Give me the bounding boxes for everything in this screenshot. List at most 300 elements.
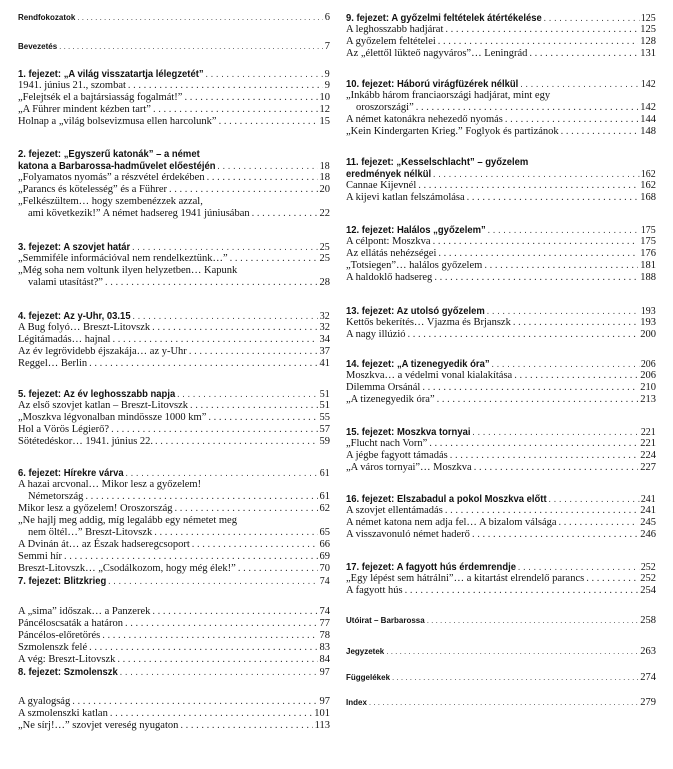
page-number: 193 bbox=[640, 317, 656, 328]
section-heading bbox=[346, 697, 656, 709]
toc-entry bbox=[346, 438, 656, 450]
toc-entry bbox=[346, 192, 656, 204]
chapter-heading bbox=[18, 666, 330, 678]
page-number: 258 bbox=[640, 615, 656, 626]
toc-entry bbox=[18, 503, 330, 515]
entry-title: A visszavonuló német haderő bbox=[346, 529, 470, 540]
dot-leader bbox=[120, 666, 318, 678]
entry-title: 11. fejezet: „Kesselschlacht” – győzelem bbox=[346, 156, 529, 168]
entry-title: „Ne hajlj meg addig, míg legalább egy németet meg bbox=[18, 515, 237, 526]
entry-title: „Totsiegen”… halálos győzelem bbox=[346, 260, 483, 271]
entry-title: A szmolenszki katlan bbox=[18, 708, 108, 719]
chapter-heading bbox=[18, 467, 330, 479]
toc-entry bbox=[346, 370, 656, 382]
page-number: 188 bbox=[640, 272, 656, 283]
entry-title: „Semmiféle információval nem rendelkeztünk…” bbox=[18, 253, 228, 264]
page-number: 252 bbox=[640, 561, 656, 573]
toc-entry bbox=[18, 618, 330, 630]
page-number: 206 bbox=[640, 358, 656, 370]
toc-entry bbox=[18, 606, 330, 618]
chapter-heading bbox=[346, 78, 656, 90]
page-number: 59 bbox=[319, 436, 330, 447]
page-number: 18 bbox=[319, 172, 330, 183]
page-number: 15 bbox=[319, 116, 330, 127]
entry-title: A leghosszabb hadjárat bbox=[346, 24, 444, 35]
entry-title: A német katonákra nehezedő nyomás bbox=[346, 114, 503, 125]
entry-title: 4. fejezet: Az y-Uhr, 03.15 bbox=[18, 310, 131, 322]
entry-title: Az év legrövidebb éjszakája… az y-Uhr bbox=[18, 346, 187, 357]
page-number: 32 bbox=[319, 310, 330, 322]
toc-entry bbox=[18, 208, 330, 220]
entry-title: „Flucht nach Vorn” bbox=[346, 438, 428, 449]
page-number: 279 bbox=[640, 697, 656, 708]
toc-entry bbox=[346, 462, 656, 474]
dot-leader bbox=[467, 192, 639, 204]
page-number: 18 bbox=[319, 160, 330, 172]
entry-title: katona a Barbarossa-hadművelet előestéjén bbox=[18, 160, 216, 172]
dot-leader bbox=[108, 575, 318, 587]
chapter-heading bbox=[346, 224, 656, 236]
entry-title: 3. fejezet: A szovjet határ bbox=[18, 241, 131, 253]
chapter-heading bbox=[18, 160, 330, 172]
entry-title: „Parancs és kötelesség” és a Führer bbox=[18, 184, 167, 195]
dot-leader bbox=[472, 529, 638, 541]
toc-entry bbox=[346, 317, 656, 329]
dot-leader bbox=[125, 467, 318, 479]
dot-leader bbox=[422, 382, 638, 394]
toc-entry bbox=[18, 491, 330, 503]
dot-leader bbox=[418, 180, 638, 192]
page-number: 144 bbox=[640, 114, 656, 125]
dot-leader bbox=[85, 491, 317, 503]
page-number: 274 bbox=[640, 672, 656, 683]
toc-entry bbox=[346, 517, 656, 529]
dot-leader bbox=[505, 114, 638, 126]
entry-title: 2. fejezet: „Egyszerű katonák” – a német bbox=[18, 148, 200, 160]
dot-leader bbox=[544, 12, 639, 24]
page-number: 97 bbox=[319, 666, 330, 678]
dot-leader bbox=[433, 236, 639, 248]
entry-title: 12. fejezet: Halálos „győzelem” bbox=[346, 224, 486, 236]
entry-title: Németország bbox=[28, 491, 84, 502]
page-number: 245 bbox=[640, 517, 656, 528]
dot-leader bbox=[128, 80, 323, 92]
entry-title: „Kein Kindergarten Krieg.” Foglyok és partizánok bbox=[346, 126, 559, 137]
entry-title: Cannae Kijevnél bbox=[346, 180, 417, 191]
dot-leader bbox=[112, 334, 317, 346]
page-number: 61 bbox=[319, 491, 330, 502]
toc-entry bbox=[346, 272, 656, 284]
toc-entry bbox=[18, 479, 330, 491]
dot-leader bbox=[472, 426, 639, 438]
toc-entry bbox=[346, 114, 656, 126]
page-number: 162 bbox=[640, 168, 656, 180]
dot-leader bbox=[89, 642, 317, 654]
toc-entry bbox=[18, 334, 330, 346]
page-number: 131 bbox=[640, 48, 656, 59]
entry-title: 17. fejezet: A fagyott hús érdemrendje bbox=[346, 561, 516, 573]
entry-title: A fagyott hús bbox=[346, 585, 403, 596]
entry-title: A győzelem feltételei bbox=[346, 36, 436, 47]
page-number: 9 bbox=[324, 68, 330, 80]
dot-leader bbox=[207, 172, 318, 184]
entry-title: Semmi hír bbox=[18, 551, 63, 562]
toc-entry bbox=[346, 585, 656, 597]
dot-leader bbox=[205, 68, 323, 80]
page-number: 74 bbox=[319, 575, 330, 587]
page-number: 210 bbox=[640, 382, 656, 393]
toc-entry bbox=[346, 126, 656, 138]
dot-leader bbox=[434, 272, 638, 284]
entry-title: „Felejtsék el a bajtársiasság fogalmát!” bbox=[18, 92, 183, 103]
chapter-heading bbox=[346, 168, 656, 180]
page-number: 41 bbox=[319, 358, 330, 369]
toc-entry bbox=[346, 505, 656, 517]
toc-entry bbox=[18, 630, 330, 642]
dot-leader bbox=[487, 305, 639, 317]
page-number: 10 bbox=[319, 92, 330, 103]
dot-leader bbox=[513, 317, 638, 329]
page-number: 77 bbox=[319, 618, 330, 629]
page-number: 200 bbox=[640, 329, 656, 340]
toc-entry bbox=[18, 527, 330, 539]
page-number: 20 bbox=[319, 184, 330, 195]
entry-title: Rendfokozatok bbox=[18, 13, 76, 22]
page-number: 25 bbox=[319, 253, 330, 264]
entry-title: „Inkább három franciaországi hadjárat, mint egy bbox=[346, 90, 551, 101]
chapter-heading bbox=[346, 156, 656, 168]
dot-leader bbox=[208, 412, 317, 424]
dot-leader bbox=[175, 503, 318, 515]
toc-entry bbox=[18, 515, 330, 527]
dot-leader bbox=[369, 697, 638, 709]
entry-title: Kettős bekerítés… Vjazma és Brjanszk bbox=[346, 317, 511, 328]
entry-title: „A város tornyai”… Moszkva bbox=[346, 462, 472, 473]
entry-title: Páncélos-előretörés bbox=[18, 630, 101, 641]
page-number: 246 bbox=[640, 529, 656, 540]
entry-title: 16. fejezet: Elszabadul a pokol Moszkva előtt bbox=[346, 493, 547, 505]
dot-leader bbox=[117, 654, 317, 666]
page-number: 128 bbox=[640, 36, 656, 47]
page-number: 176 bbox=[640, 248, 656, 259]
entry-title: Reggel… Berlin bbox=[18, 358, 88, 369]
entry-title: A német katona nem adja fel… A bizalom válsága bbox=[346, 517, 557, 528]
dot-leader bbox=[125, 618, 318, 630]
entry-title: Moszkva… a védelmi vonal kialakítása bbox=[346, 370, 513, 381]
page-number: 57 bbox=[319, 424, 330, 435]
chapter-heading bbox=[18, 241, 330, 253]
dot-leader bbox=[64, 551, 317, 563]
toc-entry bbox=[18, 654, 330, 666]
entry-title: 15. fejezet: Moszkva tornyai bbox=[346, 426, 471, 438]
dot-leader bbox=[77, 12, 322, 24]
dot-leader bbox=[59, 41, 323, 53]
entry-title: Az első szovjet katlan – Breszt-Litovszk bbox=[18, 400, 188, 411]
entry-title: A célpont: Moszkva bbox=[346, 236, 431, 247]
page-number: 213 bbox=[640, 394, 656, 405]
entry-title: 14. fejezet: „A tizenegyedik óra” bbox=[346, 358, 490, 370]
entry-title: oroszországi” bbox=[356, 102, 414, 113]
entry-title: A „sima” időszak… a Panzerek bbox=[18, 606, 151, 617]
entry-title: nem öltél…” Breszt-Litovszk bbox=[28, 527, 153, 538]
toc-entry bbox=[18, 696, 330, 708]
entry-title: 9. fejezet: A győzelmi feltételek átértékelése bbox=[346, 12, 542, 24]
entry-title: A gyalogság bbox=[18, 696, 71, 707]
dot-leader bbox=[102, 630, 317, 642]
chapter-heading bbox=[18, 148, 330, 160]
dot-leader bbox=[189, 346, 318, 358]
entry-title: „A Führer mindent kézben tart” bbox=[18, 104, 151, 115]
dot-leader bbox=[169, 184, 318, 196]
toc-entry bbox=[18, 322, 330, 334]
page-number: 66 bbox=[319, 539, 330, 550]
dot-leader bbox=[152, 606, 317, 618]
dot-leader bbox=[190, 400, 318, 412]
entry-title: 6. fejezet: Hírekre várva bbox=[18, 467, 124, 479]
entry-title: A jégbe fagyott támadás bbox=[346, 450, 448, 461]
toc-entry bbox=[346, 248, 656, 260]
toc-entry bbox=[18, 400, 330, 412]
page-number: 83 bbox=[319, 642, 330, 653]
entry-title: A Dvinán át… az Észak hadseregcsoport bbox=[18, 539, 190, 550]
dot-leader bbox=[548, 493, 639, 505]
entry-title: Szmolenszk felé bbox=[18, 642, 88, 653]
entry-title: A haldoklő hadsereg bbox=[346, 272, 433, 283]
entry-title: Dilemma Orsánál bbox=[346, 382, 421, 393]
toc-entry bbox=[18, 412, 330, 424]
chapter-heading bbox=[346, 561, 656, 573]
page-number: 34 bbox=[319, 334, 330, 345]
dot-leader bbox=[445, 24, 638, 36]
page-number: 252 bbox=[640, 573, 656, 584]
toc-entry bbox=[18, 539, 330, 551]
page-number: 22 bbox=[319, 208, 330, 219]
toc-entry bbox=[346, 24, 656, 36]
page-number: 62 bbox=[319, 503, 330, 514]
toc-entry bbox=[18, 346, 330, 358]
dot-leader bbox=[192, 539, 318, 551]
entry-title: 5. fejezet: Az év leghosszabb napja bbox=[18, 388, 176, 400]
page-number: 65 bbox=[319, 527, 330, 538]
toc-entry bbox=[18, 80, 330, 92]
page-number: 142 bbox=[640, 102, 656, 113]
entry-title: Index bbox=[346, 698, 367, 707]
page-number: 254 bbox=[640, 585, 656, 596]
toc-entry bbox=[18, 708, 330, 720]
chapter-heading bbox=[346, 493, 656, 505]
dot-leader bbox=[408, 329, 639, 341]
page-number: 61 bbox=[319, 467, 330, 479]
entry-title: „A tizenegyedik óra” bbox=[346, 394, 435, 405]
page-number: 181 bbox=[640, 260, 656, 271]
page-number: 168 bbox=[640, 192, 656, 203]
dot-leader bbox=[429, 438, 638, 450]
dot-leader bbox=[392, 672, 638, 684]
page-number: 9 bbox=[324, 80, 330, 91]
entry-title: Bevezetés bbox=[18, 42, 58, 51]
toc-entry bbox=[346, 102, 656, 114]
dot-leader bbox=[438, 36, 638, 48]
toc-entry bbox=[18, 720, 330, 732]
entry-title: 8. fejezet: Szmolenszk bbox=[18, 666, 118, 678]
section-heading bbox=[346, 646, 656, 658]
toc-entry bbox=[18, 92, 330, 104]
dot-leader bbox=[529, 48, 638, 60]
dot-leader bbox=[405, 585, 639, 597]
page-number: 175 bbox=[640, 224, 656, 236]
page-number: 142 bbox=[640, 78, 656, 90]
chapter-heading bbox=[18, 388, 330, 400]
entry-title: A hazai arcvonal… Mikor lesz a győzelem! bbox=[18, 479, 202, 490]
dot-leader bbox=[445, 505, 638, 517]
page-number: 32 bbox=[319, 322, 330, 333]
toc-entry bbox=[18, 563, 330, 575]
dot-leader bbox=[152, 322, 317, 334]
toc-entry bbox=[18, 277, 330, 289]
page-number: 69 bbox=[319, 551, 330, 562]
entry-title: 10. fejezet: Háború virágfüzérek nélkül bbox=[346, 78, 519, 90]
chapter-heading bbox=[346, 358, 656, 370]
toc-entry bbox=[346, 394, 656, 406]
section-heading bbox=[346, 672, 656, 684]
chapter-heading bbox=[346, 305, 656, 317]
entry-title: Függelékek bbox=[346, 673, 391, 682]
page-number: 78 bbox=[319, 630, 330, 641]
chapter-heading bbox=[18, 575, 330, 587]
toc-entry bbox=[346, 260, 656, 272]
page-number: 125 bbox=[640, 12, 656, 24]
dot-leader bbox=[105, 277, 318, 289]
page-number: 263 bbox=[640, 646, 656, 657]
entry-title: Az „élettől lükteő nagyváros”… Leningrád bbox=[346, 48, 528, 59]
entry-title: A szovjet ellentámadás bbox=[346, 505, 443, 516]
entry-title: Hol a Vörös Légierő? bbox=[18, 424, 110, 435]
entry-title: „Ne sírj!…” szovjet vereség nyugaton bbox=[18, 720, 179, 731]
page-number: 70 bbox=[319, 563, 330, 574]
entry-title: Páncéloscsaták a határon bbox=[18, 618, 123, 629]
page-number: 7 bbox=[324, 41, 330, 52]
toc-entry bbox=[346, 450, 656, 462]
toc-entry bbox=[18, 172, 330, 184]
entry-title: Sötétedéskor… 1941. június 22. bbox=[18, 436, 154, 447]
dot-leader bbox=[219, 116, 318, 128]
toc-entry bbox=[18, 104, 330, 116]
toc-entry bbox=[346, 236, 656, 248]
page-number: 12 bbox=[319, 104, 330, 115]
entry-title: A vég: Breszt-Litovszk bbox=[18, 654, 116, 665]
chapter-heading bbox=[346, 426, 656, 438]
entry-title: 7. fejezet: Blitzkrieg bbox=[18, 575, 107, 587]
dot-leader bbox=[252, 208, 318, 220]
dot-leader bbox=[238, 563, 318, 575]
toc-entry bbox=[346, 382, 656, 394]
entry-title: Jegyzetek bbox=[346, 647, 385, 656]
page-number: 241 bbox=[640, 505, 656, 516]
dot-leader bbox=[132, 310, 318, 322]
toc-entry bbox=[18, 424, 330, 436]
toc-entry bbox=[18, 358, 330, 370]
dot-leader bbox=[180, 720, 312, 732]
page-number: 162 bbox=[640, 180, 656, 191]
dot-leader bbox=[559, 517, 639, 529]
section-heading bbox=[18, 12, 330, 24]
dot-leader bbox=[438, 248, 638, 260]
chapter-heading bbox=[346, 12, 656, 24]
page-number: 55 bbox=[319, 412, 330, 423]
toc-entry bbox=[18, 184, 330, 196]
page-number: 37 bbox=[319, 346, 330, 357]
page-number: 148 bbox=[640, 126, 656, 137]
entry-title: eredmények nélkül bbox=[346, 168, 432, 180]
dot-leader bbox=[230, 253, 318, 265]
toc-entry bbox=[346, 180, 656, 192]
entry-title: Az ellátás nehézségei bbox=[346, 248, 437, 259]
page-number: 25 bbox=[319, 241, 330, 253]
dot-leader bbox=[561, 126, 639, 138]
toc-entry bbox=[346, 529, 656, 541]
toc-entry bbox=[346, 36, 656, 48]
entry-title: 13. fejezet: Az utolsó győzelem bbox=[346, 305, 485, 317]
page-number: 224 bbox=[640, 450, 656, 461]
dot-leader bbox=[110, 708, 312, 720]
dot-leader bbox=[474, 462, 639, 474]
entry-title: Mikor lesz a győzelem! Oroszország bbox=[18, 503, 173, 514]
entry-title: A kijevi katlan felszámolása bbox=[346, 192, 465, 203]
dot-leader bbox=[177, 388, 318, 400]
entry-title: A Bug folyó… Breszt-Litovszk bbox=[18, 322, 151, 333]
page-number: 74 bbox=[319, 606, 330, 617]
dot-leader bbox=[153, 104, 318, 116]
entry-title: „Felkészültem… hogy szembenézzek azzal, bbox=[18, 196, 203, 207]
page-number: 175 bbox=[640, 236, 656, 247]
page-number: 193 bbox=[640, 305, 656, 317]
toc-entry bbox=[18, 436, 330, 448]
dot-leader bbox=[450, 450, 638, 462]
dot-leader bbox=[416, 102, 639, 114]
toc-entry bbox=[18, 265, 330, 277]
dot-leader bbox=[514, 370, 638, 382]
page-number: 125 bbox=[640, 24, 656, 35]
entry-title: „Folyamatos nyomás” a részvétel érdekében bbox=[18, 172, 205, 183]
dot-leader bbox=[488, 224, 640, 236]
entry-title: „Még soha nem voltunk ilyen helyzetben… Kapunk bbox=[18, 265, 238, 276]
toc-entry bbox=[18, 116, 330, 128]
toc-entry bbox=[18, 253, 330, 265]
dot-leader bbox=[217, 160, 318, 172]
dot-leader bbox=[386, 646, 638, 658]
page-number: 113 bbox=[314, 720, 330, 731]
page-number: 206 bbox=[640, 370, 656, 381]
toc-entry bbox=[346, 573, 656, 585]
dot-leader bbox=[132, 241, 318, 253]
page-number: 51 bbox=[319, 388, 330, 400]
dot-leader bbox=[111, 424, 317, 436]
section-heading bbox=[346, 615, 656, 627]
page-number: 51 bbox=[319, 400, 330, 411]
chapter-heading bbox=[18, 310, 330, 322]
entry-title: Breszt-Litovszk… „Csodálkozom, hogy még élek!” bbox=[18, 563, 236, 574]
page-number: 221 bbox=[640, 438, 656, 449]
entry-title: valami utasítást?” bbox=[28, 277, 103, 288]
page-number: 101 bbox=[314, 708, 330, 719]
entry-title: Utóirat – Barbarossa bbox=[346, 616, 425, 625]
dot-leader bbox=[427, 615, 639, 627]
entry-title: 1941. június 21., szombat bbox=[18, 80, 126, 91]
dot-leader bbox=[433, 168, 639, 180]
page-number: 227 bbox=[640, 462, 656, 473]
toc-entry bbox=[346, 329, 656, 341]
dot-leader bbox=[484, 260, 638, 272]
